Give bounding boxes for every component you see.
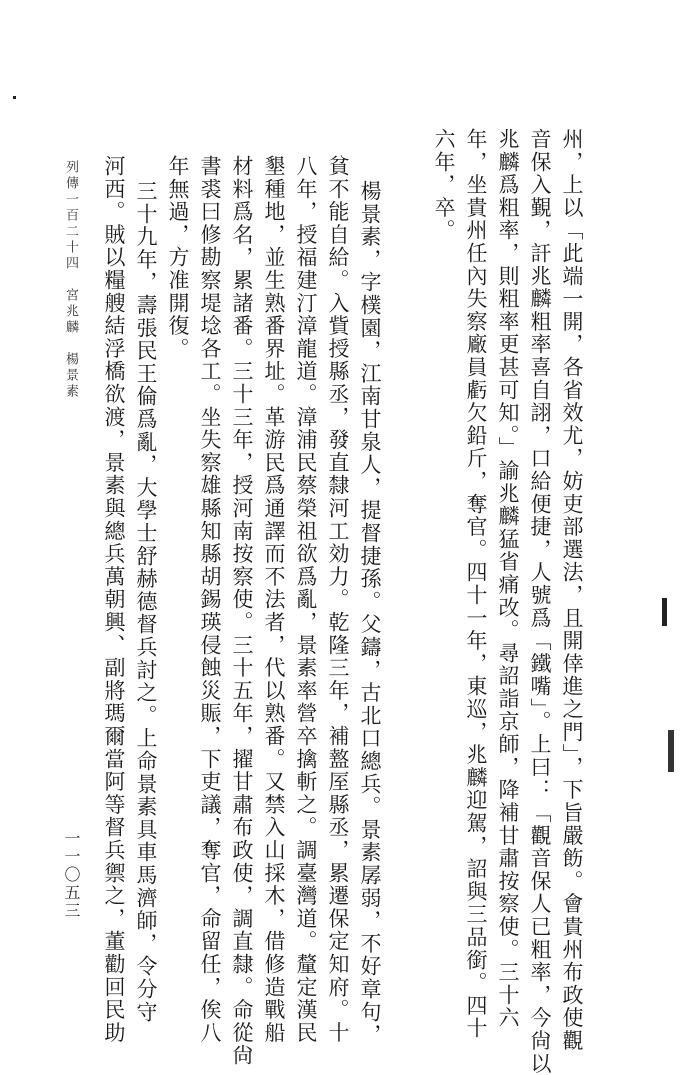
text-column: 三十九年，壽張民王倫爲亂，大學士舒赫德督兵討之。上命景素具車馬濟師，令分守 [134, 180, 158, 1024]
page-number: 一一〇五三 [62, 830, 81, 920]
text-column: 六年，卒。 [432, 128, 456, 242]
text-column: 材料爲名，累諸番。三十三年，授河南按察使。三十五年，擢甘肅布政使，調直隸。命從尙 [230, 155, 254, 1067]
text-column: 音保入覲，訐兆麟粗率喜自詡，口給便捷，人號爲「鐵嘴」。上曰：「觀音保人已粗率，今尙以 [528, 128, 552, 1075]
text-column: 貧不能自給。入貲授縣丞，發直隸河工効力。乾隆三年，補盩厔縣丞，累遷保定知府。十 [326, 155, 350, 1045]
text-column: 楊景素，字樸園，江南甘泉人，提督捷孫。父鑄，古北口總兵。景素孱弱，不好章句， [358, 180, 382, 1047]
running-head: 列傳一百二十四 宮兆麟 楊景素 [63, 160, 78, 400]
text-column: 州，上以「此端一開，各省效尤，妨吏部選法，且開倖進之門」，下旨嚴飭。會貴州布政使觀 [560, 128, 584, 1053]
text-column: 八年，授福建汀漳龍道。漳浦民蔡榮祖欲爲亂，景素率營卒擒斬之。調臺灣道。釐定漢民 [294, 155, 318, 1045]
scan-mark [662, 598, 667, 626]
text-column: 墾種地，並生熟番界址。革游民爲通譯而不法者，代以熟番。又禁入山採木，借修造戰船 [262, 155, 286, 1045]
text-column: 年無過，方准開復。 [166, 155, 190, 361]
text-column: 年，坐貴州任內失察廠員虧欠鉛斤，奪官。四十一年，東巡，兆麟迎駕，詔與三品銜。四十 [464, 128, 488, 1040]
text-column: 河西。賊以糧艘結浮橋欲渡，景素與總兵萬朝興、副將瑪爾當阿等督兵禦之，董勸回民助 [102, 155, 126, 1045]
text-column: 兆麟爲粗率，則粗率更甚可知。」諭兆麟猛省痛改。尋詔詣京師，降補甘肅按察使。三十六 [496, 128, 520, 1030]
text-column: 書裘曰修勘察堤埝各工。坐失察雄縣知縣胡錫瑛侵蝕災賑，下吏議，奪官，命留任，俟八 [198, 155, 222, 1045]
scan-mark [668, 730, 674, 772]
scan-speck [13, 96, 16, 99]
